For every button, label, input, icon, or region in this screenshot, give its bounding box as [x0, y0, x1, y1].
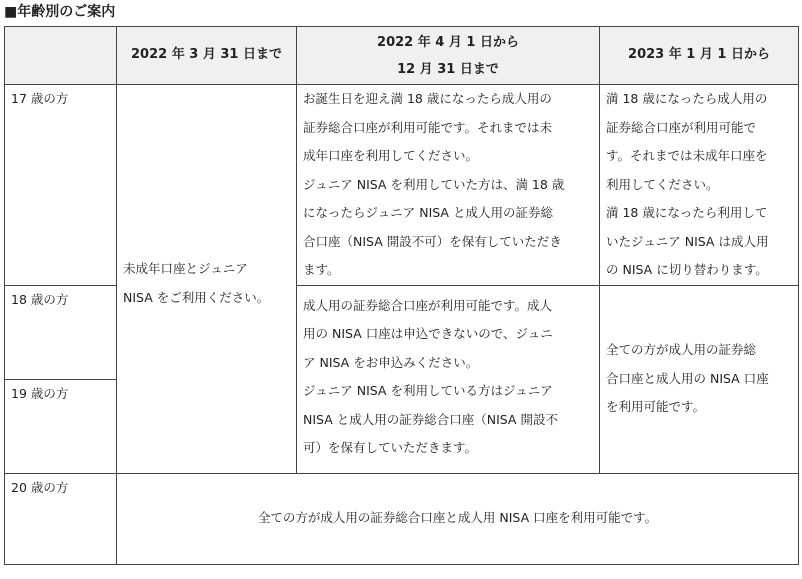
text-line: 合口座と成人用の NISA 口座	[606, 370, 769, 386]
header-blank-cell	[5, 27, 117, 85]
text-line: を利用可能です。	[606, 399, 706, 415]
row-label-age18: 18 歳の方	[5, 285, 117, 379]
text-line: 全ての方が成人用の証券総	[606, 342, 757, 358]
text-line: 満 18 歳になったら成人用の	[606, 91, 768, 106]
text-line: ジュニア NISA を利用している方はジュニア	[303, 383, 553, 398]
header-2022-04-line1: 2022 年 4 月 1 日から	[377, 34, 519, 50]
text-line: NISA と成人用の証券総合口座（NISA 開設不	[303, 411, 558, 427]
text-line: ます。	[303, 262, 340, 277]
age-guide-table	[4, 26, 799, 565]
row-label-age17: 17 歳の方	[5, 85, 117, 286]
text-line: 利用してください。	[606, 176, 719, 192]
age1819-2023-cell	[600, 285, 799, 473]
text-line: 成人用の証券総合口座が利用可能です。成人	[303, 297, 553, 313]
text-line: 成年口座を利用してください。	[303, 148, 479, 163]
text-line: いたジュニア NISA は成人用	[606, 233, 769, 249]
minor-account-line: 未成年口座とジュニア	[123, 261, 248, 276]
text-line: 用の NISA 口座は申込できないので、ジュニ	[303, 326, 553, 341]
table-row-age17	[5, 85, 799, 286]
text-line: になったらジュニア NISA と成人用の証券総	[303, 205, 553, 220]
row-label-age19: 19 歳の方	[5, 379, 117, 473]
age1819-2022-period-cell	[297, 285, 600, 473]
text-line: ジュニア NISA を利用していた方は、満 18 歳	[303, 176, 565, 192]
age20-all-periods-cell: 全ての方が成人用の証券総合口座と成人用 NISA 口座を利用可能です。	[117, 473, 799, 564]
row-label-age20: 20 歳の方	[5, 473, 117, 564]
text-line: 証券総合口座が利用可能で	[606, 119, 757, 135]
minor-account-line: NISA をご利用ください。	[123, 289, 270, 305]
text-line: の NISA に切り替わります。	[606, 262, 768, 277]
header-from-2023-01-01: 2023 年 1 月 1 日から	[600, 27, 799, 85]
header-2022-04-to-12	[297, 27, 600, 85]
merged-cell-minor-account	[117, 85, 297, 474]
age17-2022-period-cell	[297, 85, 600, 286]
text-line: ア NISA をお申込みください。	[303, 354, 479, 370]
text-line: お誕生日を迎え満 18 歳になったら成人用の	[303, 91, 552, 106]
header-row	[5, 27, 799, 85]
text-line: 証券総合口座が利用可能です。それまでは未	[303, 119, 553, 135]
text-line: 満 18 歳になったら利用して	[606, 205, 768, 220]
text-line: 可）を保有していただきます。	[303, 440, 478, 455]
age17-2023-cell	[600, 85, 799, 286]
section-heading: ■年齢別のご案内	[4, 4, 116, 20]
text-line: す。それまでは未成年口座を	[606, 148, 768, 163]
text-line: 合口座（NISA 開設不可）を保有していただき	[303, 233, 562, 249]
table-row-age20	[5, 473, 799, 564]
header-2022-04-line2: 12 月 31 日まで	[397, 61, 499, 77]
header-until-2022-03-31: 2022 年 3 月 31 日まで	[117, 27, 297, 85]
